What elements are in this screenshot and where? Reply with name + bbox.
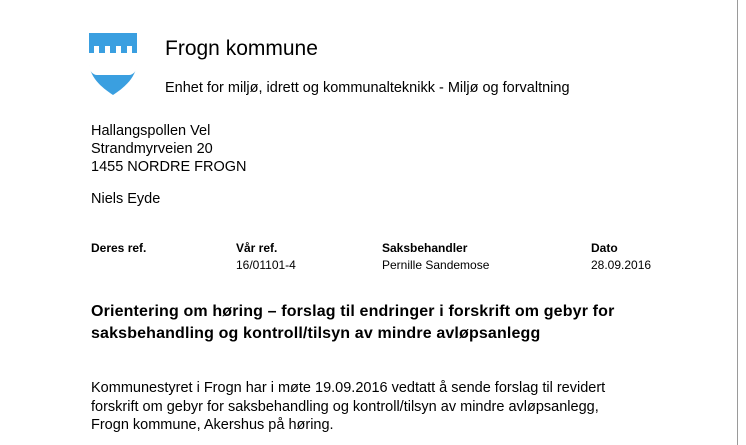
organization-name: Frogn kommune [165,37,318,60]
recipient-postal: 1455 NORDRE FROGN [91,159,247,175]
saksbehandler-label: Saksbehandler [382,241,468,255]
frogn-coat-of-arms-icon [89,33,137,95]
var-ref-value: 16/01101-4 [236,258,296,272]
subject-line: saksbehandling og kontroll/tilsyn av mindre avløpsanlegg [91,325,541,342]
letter-subject [91,301,691,345]
body-line: Kommunestyret i Frogn har i møte 19.09.2016 vedtatt å sende forslag til revidert [91,380,606,396]
dato-label: Dato [591,241,618,255]
body-line: forskrift om gebyr for saksbehandling og kontroll/tilsyn av mindre avløpsanlegg, [91,398,599,415]
deres-ref-label: Deres ref. [91,241,147,255]
recipient-street: Strandmyrveien 20 [91,141,213,157]
body-line: Frogn kommune, Akershus på høring. [91,417,334,433]
subject-line: Orientering om høring – forslag til endringer i forskrift om gebyr for [91,303,615,320]
dato-value: 28.09.2016 [591,258,652,272]
page-edge-line [737,0,738,445]
letter-body [91,379,651,435]
recipient-name: Hallangspollen Vel [91,123,211,139]
recipient-attention: Niels Eyde [91,191,161,207]
var-ref-label: Vår ref. [236,241,278,255]
organization-unit: Enhet for miljø, idrett og kommunalteknikk - Miljø og forvaltning [165,80,570,96]
saksbehandler-value: Pernille Sandemose [382,258,490,272]
